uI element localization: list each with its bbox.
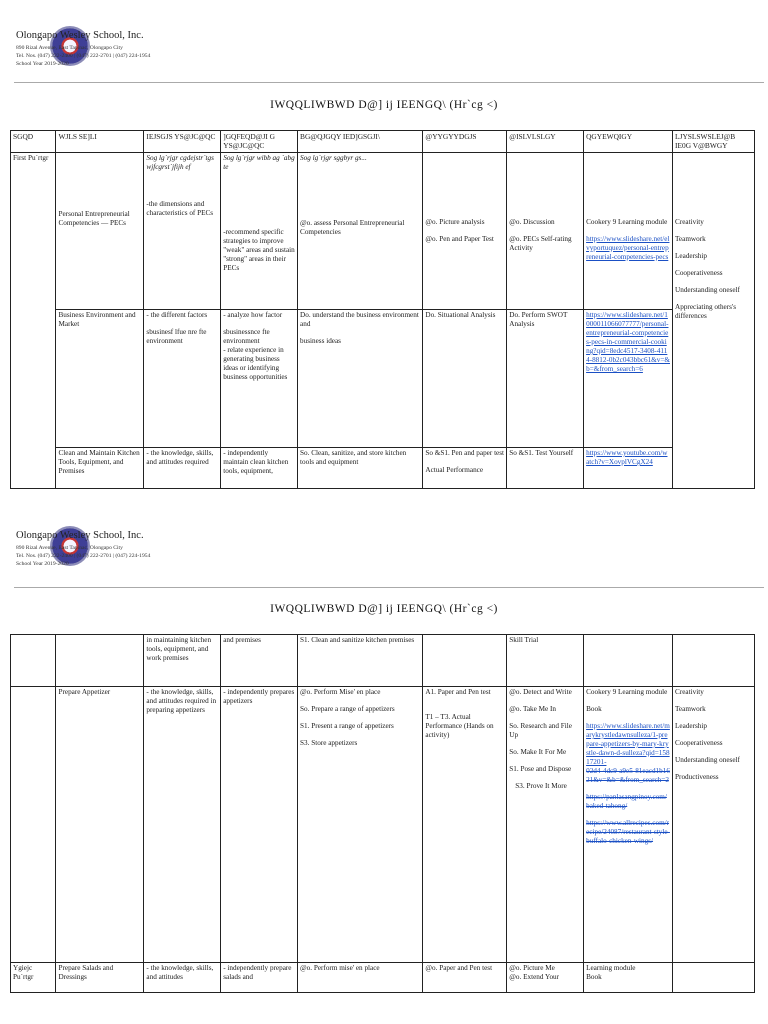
topic-cell: Prepare Appetizer <box>56 687 144 963</box>
values-cell <box>673 635 755 687</box>
assessment-item: A1. Paper and Pen test <box>425 688 491 696</box>
performance-standard-cell: and premises <box>221 635 298 687</box>
col-header: LJYSLSWSLEJ@B IE0G V@BWGY <box>673 131 755 153</box>
header-rule <box>14 82 764 83</box>
school-address: 890 Rizal Avenue, East Tapinac, Olongapo City <box>16 545 123 551</box>
activity-item: @o. Extend Your <box>509 973 560 981</box>
activities-cell <box>507 687 584 963</box>
values-cell <box>673 687 755 963</box>
table-row <box>11 687 755 963</box>
curriculum-table-2 <box>10 634 755 993</box>
topic-cell: Clean and Maintain Kitchen Tools, Equipment, and Premises <box>56 448 144 489</box>
assessment-cell: So &S1. Pen and paper test Actual Performance <box>423 448 507 489</box>
resource-link[interactable]: https://panlasangpinoy.com/baked-tahong/ <box>586 793 667 810</box>
curriculum-table-1 <box>10 130 755 489</box>
competency-cell <box>298 687 423 963</box>
col-header: BG@QJGQY IED]GSGJI\ <box>298 131 423 153</box>
assessment-cell: Do. Situational Analysis <box>423 310 507 448</box>
resource-item: Book <box>586 973 602 981</box>
school-name: Olongapo Wesley School, Inc. <box>16 30 144 41</box>
resource-item: Cookery 9 Learning module <box>586 688 668 696</box>
performance-standard-cell: - independently prepare salads and <box>221 963 298 993</box>
table-row <box>11 310 755 448</box>
competency-cell: Do. understand the business environment and business ideas <box>298 310 423 448</box>
value-item: Leadership <box>675 722 707 730</box>
table-header-row <box>11 131 755 153</box>
activity-item: So. Make It For Me <box>509 748 567 756</box>
table-row <box>11 635 755 687</box>
col-header: @ISLVLSLGY <box>507 131 584 153</box>
activity-item: S1. Pose and Dispose <box>509 765 572 773</box>
performance-standard-cell: Sog lg`rjgr wibb ag `abg te -recommend specific strategies to improve "weak" areas and sustain "strong" areas in their PECs <box>221 153 298 310</box>
resources-cell <box>584 448 673 489</box>
activity-item: @o. Take Me In <box>509 705 556 713</box>
resources-cell <box>584 963 673 993</box>
value-item: Creativity <box>675 218 704 226</box>
activity-item: S3. Prove It More <box>515 782 567 790</box>
col-header: WJLS SE]LI <box>56 131 144 153</box>
resources-cell: Cookery 9 Learning module https://www.slideshare.net/elvyportuquez/personal-entrepreneurial-competencies-pecs <box>584 153 673 310</box>
content-standard-cell: - the different factors sbusinesf lfue nre fte environment <box>144 310 221 448</box>
content-standard-cell: Sog lg`rjgr cgdejstr`tgs wjfcgrst`jfijh ef -the dimensions and characteristics of PECs <box>144 153 221 310</box>
content-standard-cell: in maintaining kitchen tools, equipment, and work premises <box>144 635 221 687</box>
activities-cell: So &S1. Test Yourself <box>507 448 584 489</box>
topic-cell: Personal Entrepreneurial Competencies — PECs <box>56 153 144 310</box>
content-standard-cell: - the knowledge, skills, and attitudes required <box>144 448 221 489</box>
value-item: Creativity <box>675 688 704 696</box>
performance-standard-cell: - independently maintain clean kitchen tools, equipment, <box>221 448 298 489</box>
resource-item: Book <box>586 705 602 713</box>
competency-item: S3. Store appetizers <box>300 739 358 747</box>
curriculum-map-title: IWQQLIWBWD D@] ij IEENGQ\ (Hr`cg <) <box>270 99 498 111</box>
assessment-cell: @o. Paper and Pen test <box>423 963 507 993</box>
quarter-cell <box>11 635 56 687</box>
quarter-cell: First Pu`rtgr <box>11 153 56 489</box>
col-header: ]GQFEQD@JI G YS@JC@QC <box>221 131 298 153</box>
competency-item: So. Prepare a range of appetizers <box>300 705 395 713</box>
resource-link[interactable]: https://www.allrecipes.com/recipe/24087/restaurant-style-buffalo-chicken-wings/ <box>586 819 670 845</box>
school-year: School Year 2019-2020 <box>16 61 69 67</box>
resource-link[interactable]: https://www.youtube.com/watch?v=XovplVCgX24 <box>586 449 668 466</box>
quarter-cell <box>11 687 56 963</box>
value-item: Appreciating others's differences <box>675 303 737 320</box>
activities-cell: @o. Discussion @o. PECs Self-rating Activity <box>507 153 584 310</box>
school-tel: Tel. Nos. (047) 222-2400 | (047) 222-2701 | (047) 224-1954 <box>16 553 151 559</box>
letterhead <box>14 526 334 576</box>
resource-link[interactable]: https://www.slideshare.net/marykrystledawnsulleza/1-prepare-appetizers-by-mary-krystle-dawn-d-sulleza?qid=15817201- <box>586 722 670 766</box>
value-item: Leadership <box>675 252 707 260</box>
school-tel: Tel. Nos. (047) 222-2400 | (047) 222-2701 | (047) 224-1954 <box>16 53 151 59</box>
values-cell <box>673 153 755 489</box>
competency-item: @o. Perform Mise' en place <box>300 688 381 696</box>
school-address: 890 Rizal Avenue, East Tapinac, Olongapo City <box>16 45 123 51</box>
activities-cell: Do. Perform SWOT Analysis <box>507 310 584 448</box>
value-item: Productiveness <box>675 773 719 781</box>
competency-cell: @o. Perform mise' en place <box>298 963 423 993</box>
topic-cell <box>56 635 144 687</box>
topic-cell: Prepare Salads and Dressings <box>56 963 144 993</box>
value-item: Understanding oneself <box>675 286 740 294</box>
col-header: QGYEWQIGY <box>584 131 673 153</box>
curriculum-map-title: IWQQLIWBWD D@] ij IEENGQ\ (Hr`cg <) <box>270 603 498 615</box>
activity-item: @o. Detect and Write <box>509 688 572 696</box>
col-header: @YYGYYDGJS <box>423 131 507 153</box>
value-item: Teamwork <box>675 705 706 713</box>
school-name: Olongapo Wesley School, Inc. <box>16 530 144 541</box>
topic-cell: Business Environment and Market <box>56 310 144 448</box>
assessment-item: T1 – T3. Actual Performance (Hands on activity) <box>425 713 494 739</box>
assessment-cell <box>423 687 507 963</box>
value-item: Cooperativeness <box>675 739 723 747</box>
value-item: Understanding oneself <box>675 756 740 764</box>
resource-link[interactable]: https://www.slideshare.net/1000011066077777/personal-entrepreneurial-competencies-pecs-in-commercial-cooking?qid=8edc4517-3408-4114-8812-0b2c043bbc61&v=&b=&from_search=6 <box>586 311 670 373</box>
content-standard-cell: - the knowledge, skills, and attitudes <box>144 963 221 993</box>
resource-link[interactable]: https://www.slideshare.net/elvyportuquez/personal-entrepreneurial-competencies-pecs <box>586 235 670 261</box>
performance-standard-cell: - analyze how factor sbusinessnce fte environment - relate experience in generating business ideas or identifying business opportunities <box>221 310 298 448</box>
value-item: Teamwork <box>675 235 706 243</box>
activities-cell: Skill Trial <box>507 635 584 687</box>
resource-link[interactable]: 02d4-4dc9-a9e5-81eacd1b1621&v=&b=&from_search=2 <box>586 767 670 784</box>
table-row <box>11 153 755 310</box>
school-year: School Year 2019-2020 <box>16 561 69 567</box>
letterhead <box>14 26 334 76</box>
resources-cell <box>584 687 673 963</box>
values-cell <box>673 963 755 993</box>
competency-cell: Sog lg`rjgr sggbyr gs... @o. assess Personal Entrepreneurial Competencies <box>298 153 423 310</box>
assessment-cell <box>423 635 507 687</box>
col-header: IEJSGJS YS@JC@QC <box>144 131 221 153</box>
table-row <box>11 448 755 489</box>
competency-cell: S1. Clean and sanitize kitchen premises <box>298 635 423 687</box>
table-row <box>11 963 755 993</box>
competency-cell: So. Clean, sanitize, and store kitchen tools and equipment <box>298 448 423 489</box>
resource-item: Learning module <box>586 964 636 972</box>
content-standard-cell: - the knowledge, skills, and attitudes required in preparing appetizers <box>144 687 221 963</box>
assessment-cell: @o. Picture analysis @o. Pen and Paper Test <box>423 153 507 310</box>
activities-cell <box>507 963 584 993</box>
performance-standard-cell: - independently prepares appetizers <box>221 687 298 963</box>
quarter-cell: Ygiejc Pu`rtgr <box>11 963 56 993</box>
activity-item: So. Research and File Up <box>509 722 572 739</box>
header-rule <box>14 587 764 588</box>
resources-cell <box>584 310 673 448</box>
resources-cell <box>584 635 673 687</box>
col-header: SGQD <box>11 131 56 153</box>
competency-item: S1. Present a range of appetizers <box>300 722 394 730</box>
activity-item: @o. Picture Me <box>509 964 555 972</box>
value-item: Cooperativeness <box>675 269 723 277</box>
